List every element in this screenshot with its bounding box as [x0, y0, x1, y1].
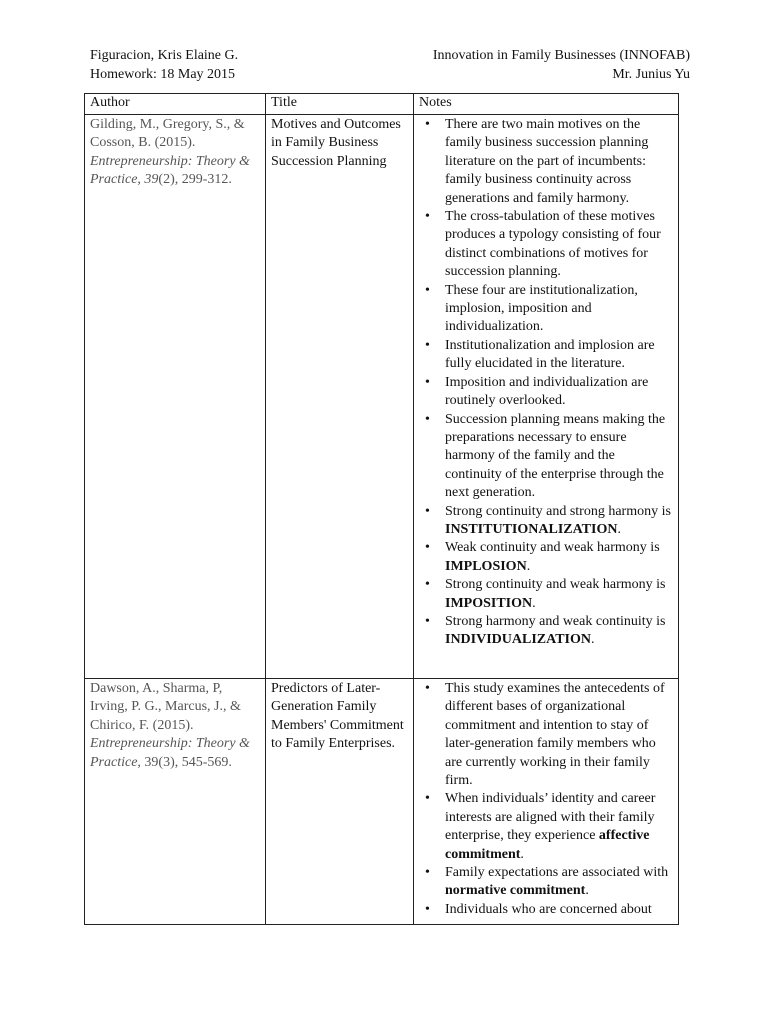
- student-name: Figuracion, Kris Elaine G.: [90, 48, 239, 63]
- notes-list: [421, 680, 674, 919]
- instructor-name: Mr. Junius Yu: [612, 67, 690, 82]
- list-item: • This study examines the antecedents of different bases of organizational commitment and intention to stay of later-generation family members who are currently working in their family firm.: [445, 680, 674, 790]
- header-left: [90, 46, 238, 84]
- course-name: Innovation in Family Businesses (INNOFAB): [432, 48, 690, 63]
- notes-list: [421, 116, 674, 650]
- journal-volume: 39: [144, 172, 159, 188]
- notes-cell: [414, 115, 679, 679]
- list-item: • Institutionalization and implosion are fully elucidated in the literature.: [445, 337, 674, 374]
- list-item: • Strong continuity and weak harmony is IMPOSITION.: [445, 576, 674, 613]
- list-item: • Individuals who are concerned about: [445, 901, 674, 919]
- table-header-row: [85, 94, 679, 115]
- table-row: [85, 679, 679, 925]
- notes-cell: [414, 679, 679, 925]
- author-cell: [85, 679, 266, 925]
- homework-date: Homework: 18 May 2015: [90, 67, 236, 82]
- title-cell: Predictors of Later-Generation Family Members' Commitment to Family Enterprises.: [266, 679, 414, 925]
- header-right: [433, 46, 690, 84]
- column-header-notes: Notes: [414, 94, 679, 115]
- list-item: • Strong continuity and strong harmony is INSTITUTIONALIZATION.: [445, 503, 674, 540]
- list-item: • Succession planning means making the preparations necessary to ensure harmony of the family and the continuity of the enterprise through the next generation.: [445, 411, 674, 503]
- list-item: • Strong harmony and weak continuity is INDIVIDUALIZATION.: [445, 613, 674, 650]
- title-cell: Motives and Outcomes in Family Business Succession Planning: [266, 115, 414, 679]
- list-item: • Family expectations are associated with normative commitment.: [445, 864, 674, 901]
- author-citation: Gilding, M., Gregory, S., & Cosson, B. (2015).: [90, 117, 245, 151]
- literature-table: [84, 93, 679, 925]
- table-row: [85, 115, 679, 679]
- journal-name: Entrepreneurship: Theory & Practice: [90, 736, 250, 770]
- journal-issue-pages: , 39(3), 545-569.: [137, 754, 232, 770]
- list-item: • Imposition and individualization are routinely overlooked.: [445, 374, 674, 411]
- citation-separator: ,: [137, 172, 145, 188]
- list-item: • Weak continuity and weak harmony is IMPLOSION.: [445, 539, 674, 576]
- list-item: • When individuals’ identity and career interests are aligned with their family enterprise, they experience affective commitment.: [445, 790, 674, 864]
- journal-issue-pages: (2), 299-312.: [158, 172, 232, 188]
- author-citation: Dawson, A., Sharma, P, Irving, P. G., Marcus, J., & Chirico, F. (2015).: [90, 681, 241, 733]
- list-item: • There are two main motives on the family business succession planning literature on the part of incumbents: family business continuity across generations and family harmony.: [445, 116, 674, 208]
- author-cell: [85, 115, 266, 679]
- column-header-title: Title: [266, 94, 414, 115]
- list-item: • The cross-tabulation of these motives produces a typology consisting of four distinct combinations of motives for succession planning.: [445, 208, 674, 282]
- journal-name: Entrepreneurship: Theory & Practice: [90, 153, 250, 188]
- list-item: • These four are institutionalization, implosion, imposition and individualization.: [445, 282, 674, 337]
- column-header-author: Author: [85, 94, 266, 115]
